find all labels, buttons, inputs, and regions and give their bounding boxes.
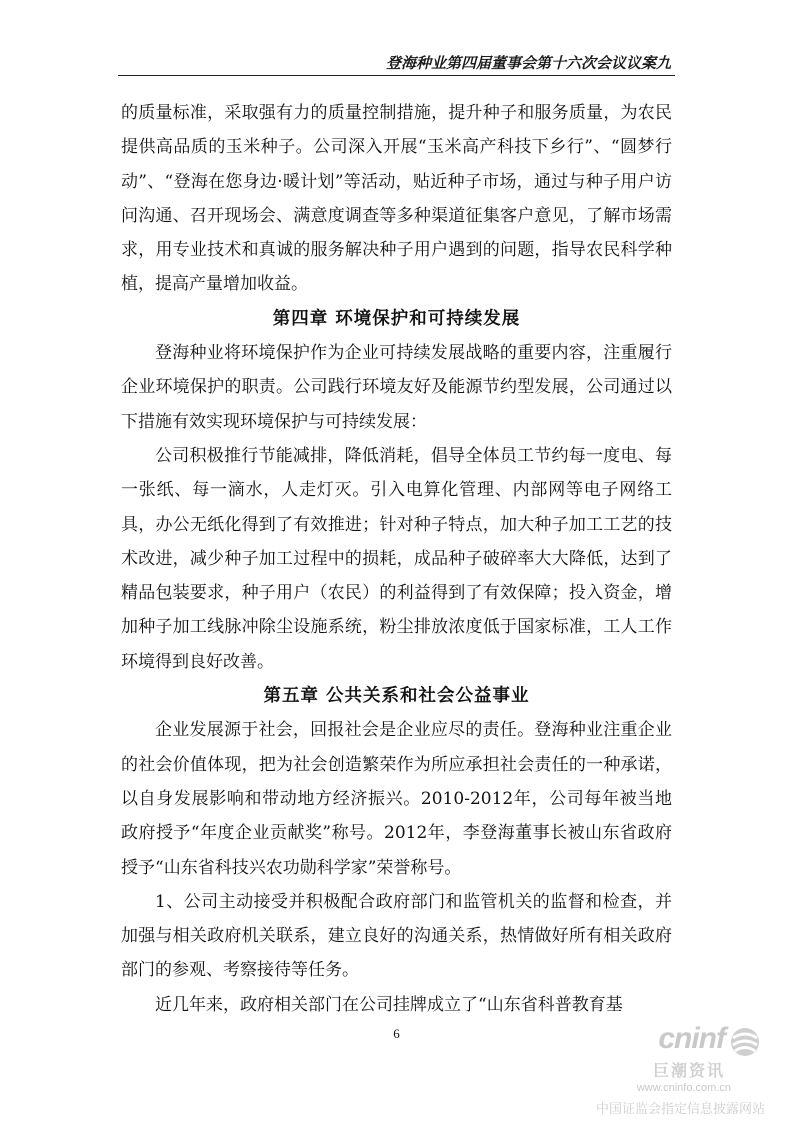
chapter-5-heading: 第五章 公共关系和社会公益事业 — [263, 686, 530, 707]
paragraph-energy-saving: 公司积极推行节能减排，降低消耗，倡导全体员工节约每一度电、每一张纸、每一滴水，人走灯灭。引入电算化管理、内部网等电子网络工具，办公无纸化得到了有效推进；针对种子特点，加大种子加工工艺的技术改进，减少种子加工过程中的损耗，成品种子破碎率大大降低，达到了精品包装要求，种子用户（农民）的利益得到了有效保障；投入资金，增加种子加工线脉冲除尘设施系统，粉尘排放浓度低于国家标准，工人工作环境得到良好改善。 — [121, 445, 672, 672]
cninfo-watermark — [565, 1022, 765, 1117]
paragraph-quality-service: 的质量标准，采取强有力的质量控制措施，提升种子和服务质量，为农民提供高品质的玉米种子。公司深入开展“玉米高产科技下乡行”、“圆梦行动”、“登海在您身边·暖计划”等活动，贴近种子市场，通过与种子用户访问沟通、召开现场会、满意度调查等多种渠道征集客户意见，了解市场需求，用专业技术和真诚的服务解决种子用户遇到的问题，指导农民科学种植，提高产量增加收益。 — [121, 103, 672, 295]
paragraph-social-responsibility: 企业发展源于社会，回报社会是企业应尽的责任。登海种业注重企业的社会价值体现，把为社会创造繁荣作为所应承担社会责任的一种承诺，以自身发展影响和带动地方经济振兴。2010-2012年，公司每年被当地政府授予“年度企业贡献奖”称号。2012年，李登海董事长被山东省政府授予“山东省科技兴农功勋科学家”荣誉称号。 — [121, 720, 672, 878]
cninfo-logo-icon — [727, 1026, 763, 1058]
header-divider — [118, 75, 675, 76]
paragraph-science-base: 近几年来，政府相关部门在公司挂牌成立了“山东省科普教育基 — [155, 994, 623, 1015]
document-header-title: 登海种业第四届董事会第十六次会议议案九 — [385, 54, 671, 72]
watermark-cn-name: 巨潮资讯 — [652, 1061, 725, 1080]
paragraph-government-relations: 1、公司主动接受并积极配合政府部门和监管机关的监督和检查，并加强与相关政府机关联系，建立良好的沟通关系，热情做好所有相关政府部门的参观、考察接待等任务。 — [121, 891, 672, 981]
document-body — [121, 96, 672, 1022]
watermark-url: www.cninfo.com.cn — [636, 1082, 731, 1094]
chapter-4-heading: 第四章 环境保护和可持续发展 — [272, 308, 521, 329]
watermark-logo-text: cninf — [658, 1022, 725, 1055]
watermark-description: 中国证监会指定信息披露网站 — [595, 1102, 765, 1117]
page-number: 6 — [393, 1026, 400, 1041]
paragraph-environment-intro: 登海种业将环境保护作为企业可持续发展战略的重要内容，注重履行企业环境保护的职责。公司践行环境友好及能源节约型发展，公司通过以下措施有效实现环境保护与可持续发展： — [121, 343, 672, 432]
